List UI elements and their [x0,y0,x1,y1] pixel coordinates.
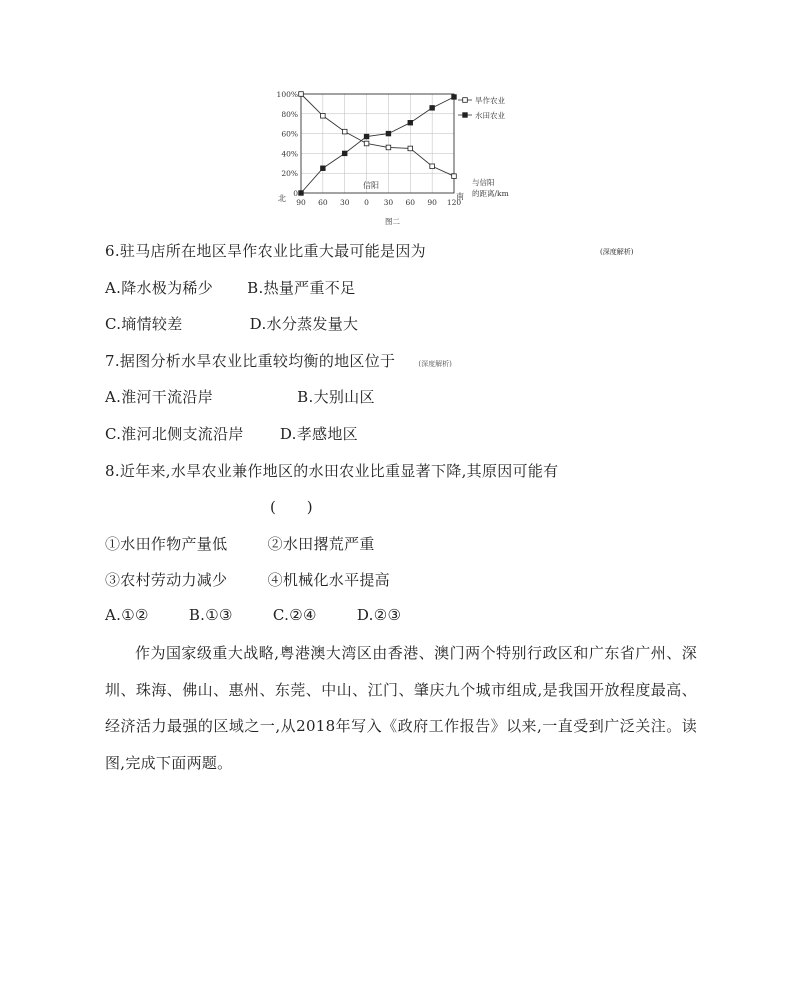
question-6-text: 6.驻马店所在地区旱作农业比重大最可能是因为 [105,242,426,260]
agriculture-line-chart [270,82,540,232]
question-6-options-row-2 [105,313,358,334]
option-6d: D.水分蒸发量大 [249,315,359,333]
data-point-0 [452,174,457,179]
chart-legend [458,95,505,120]
data-point-1 [452,95,457,100]
x-tick-label: 120 [446,198,462,207]
question-7-options-row-1 [105,386,375,407]
y-tick-label: 0 [293,189,298,198]
data-point-0 [342,129,347,134]
data-point-0 [386,145,391,150]
y-tick-label: 20% [281,169,298,179]
reading-passage: 作为国家级重大战略,粤港澳大湾区由香港、澳门两个特别行政区和广东省广州、深圳、珠海、佛山、惠州、东莞、中山、江门、肇庆九个城市组成,是我国开放程度最高、经济活力最强的区域之一,从2018年写入《政府工作报告》以来,一直受到广泛关注。读图,完成下面两题。 [105,644,697,772]
option-8a: A.①② [105,606,149,624]
question-8-text: 8.近年来,水旱农业兼作地区的水田农业比重显著下降,其原因可能有 [105,462,559,480]
data-point-0 [321,113,326,118]
data-point-1 [342,151,347,156]
question-6-stem [105,240,426,261]
data-point-0 [430,164,435,169]
legend-marker-0 [463,98,468,103]
option-8b: B.①③ [188,606,233,624]
data-point-1 [321,166,326,171]
question-8-paren: ( ) [270,498,313,516]
option-8d: D.②③ [356,606,402,624]
option-6a: A.降水极为稀少 [105,279,214,297]
x-tick-label: 0 [364,198,369,207]
legend-label-0: 旱作农业 [475,96,505,105]
question-7-analysis-tag: (深度解析) [418,360,452,368]
option-6c: C.墒情较差 [105,315,183,333]
chart-caption: 图二 [385,217,400,226]
x-tick-label: 60 [405,198,416,207]
option-7c: C.淮河北侧支流沿岸 [105,425,244,443]
x-tick-label: 90 [427,198,437,207]
north-label: 北 [278,194,286,203]
series-line-1 [301,97,454,193]
xinyang-label: 信阳 [363,181,379,190]
y-tick-label: 80% [281,109,298,119]
legend-marker-1 [463,113,468,118]
south-label: 南 [456,192,464,201]
y-tick-label: 60% [281,129,298,139]
x-tick-label: 30 [339,198,350,207]
question-8-stem [105,460,558,481]
x-axis-label-line2: 的距离/km [472,189,509,198]
question-7-options-row-2 [105,423,358,444]
data-point-0 [408,146,413,151]
y-tick-label: 100% [276,90,298,99]
data-point-1 [364,134,369,139]
question-8-options [105,606,401,624]
x-axis-label-line1: 与信阳 [472,178,495,187]
option-7d: D.孝感地区 [279,425,358,443]
option-7a: A.淮河干流沿岸 [105,388,214,406]
data-point-1 [386,131,391,136]
option-6b: B.热量严重不足 [247,279,356,297]
item-8-1: ①水田作物产量低 [105,535,228,553]
data-point-0 [364,141,369,146]
data-point-1 [299,191,304,196]
item-8-2: ②水田撂荒严重 [267,535,375,553]
y-tick-label: 40% [281,149,298,159]
question-6-analysis-tag: (深度解析) [600,248,634,256]
question-6-options-row-1 [105,277,355,298]
question-7-text: 7.据图分析水旱农业比重较均衡的地区位于 [105,352,396,370]
legend-label-1: 水田农业 [475,111,505,120]
question-7-stem [105,350,452,371]
data-point-0 [299,92,304,97]
question-8-items-row-2 [105,569,390,590]
chart-lines [299,92,457,196]
x-tick-label: 30 [383,198,394,207]
chart-svg [270,82,540,232]
item-8-4: ④机械化水平提高 [267,571,390,589]
data-point-1 [430,106,435,111]
option-8c: C.②④ [272,606,317,624]
data-point-1 [408,120,413,125]
x-tick-label: 60 [318,198,328,207]
item-8-3: ③农村劳动力减少 [105,571,228,589]
option-7b: B.大别山区 [297,388,375,406]
x-tick-label: 90 [296,198,306,207]
question-8-items-row-1 [105,533,375,554]
